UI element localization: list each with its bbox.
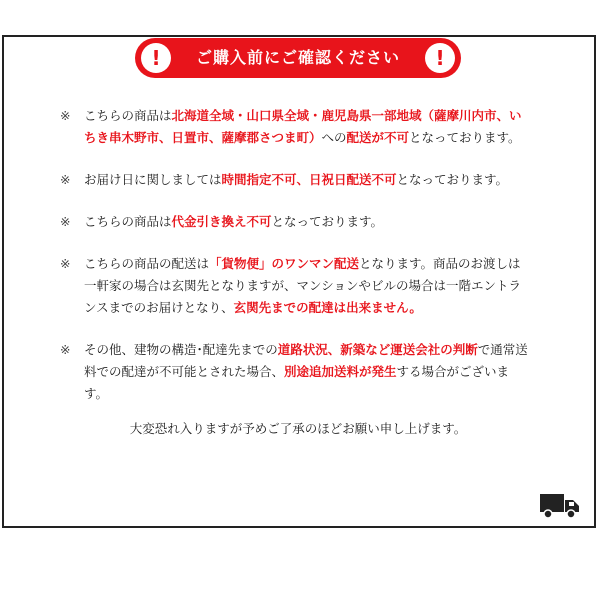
note-text: こちらの商品は [84,108,172,123]
note-additional-fee [60,339,530,405]
note-asterisk: ※ [60,108,71,123]
truck-icon [540,492,580,520]
note-highlight: 北海道全域・山口県全域・鹿児島県一部地域（薩摩川内市、いちき串木野市、日置市、薩摩郡さつま町） [84,108,522,145]
note-highlight: 代金引き換え不可 [171,214,272,229]
note-text: で通常送料での配達が不可能とされた場合、 [84,342,528,379]
exclamation-icon: ! [425,43,455,73]
note-text: への [321,130,347,145]
note-highlight: 配送が不可 [346,130,410,145]
notice-banner [135,38,461,78]
note-asterisk: ※ [60,342,71,357]
note-text: その他、建物の構造･配達先までの [84,342,278,357]
banner-title: ご購入前にご確認ください [195,48,400,67]
note-delivery-date [60,169,530,191]
note-text: となっております。 [409,130,521,145]
closing-message: 大変恐れ入りますが予めご了承のほどお願い申し上げます。 [129,421,467,436]
note-asterisk: ※ [60,214,71,229]
note-text: する場合がございます。 [84,364,510,401]
note-highlight: 時間指定不可、日祝日配送不可 [221,172,397,187]
note-text: こちらの商品は [84,214,172,229]
note-text: となります。商品のお渡しは一軒家の場合は玄関先となりますが、マンションやビルの場合は一階エントランスまでのお届けとなり、 [84,256,521,315]
note-text: となっております。 [271,214,384,229]
notes-list [60,105,530,425]
note-highlight: 「貨物便」のワンマン配送 [209,256,360,271]
note-asterisk: ※ [60,172,71,187]
note-asterisk: ※ [60,256,71,271]
note-text: となっております。 [396,172,509,187]
note-highlight: 別途追加送料が発生 [284,364,397,379]
note-delivery-method [60,253,530,319]
exclamation-icon: ! [141,43,171,73]
note-highlight: 道路状況、新築など運送会社の判断 [277,342,478,357]
note-highlight: 玄関先までの配達は出来ません。 [233,300,422,315]
note-text: こちらの商品の配送は [84,256,210,271]
note-text: お届け日に関しましては [84,172,222,187]
note-delivery-area [60,105,530,149]
note-payment [60,211,530,233]
